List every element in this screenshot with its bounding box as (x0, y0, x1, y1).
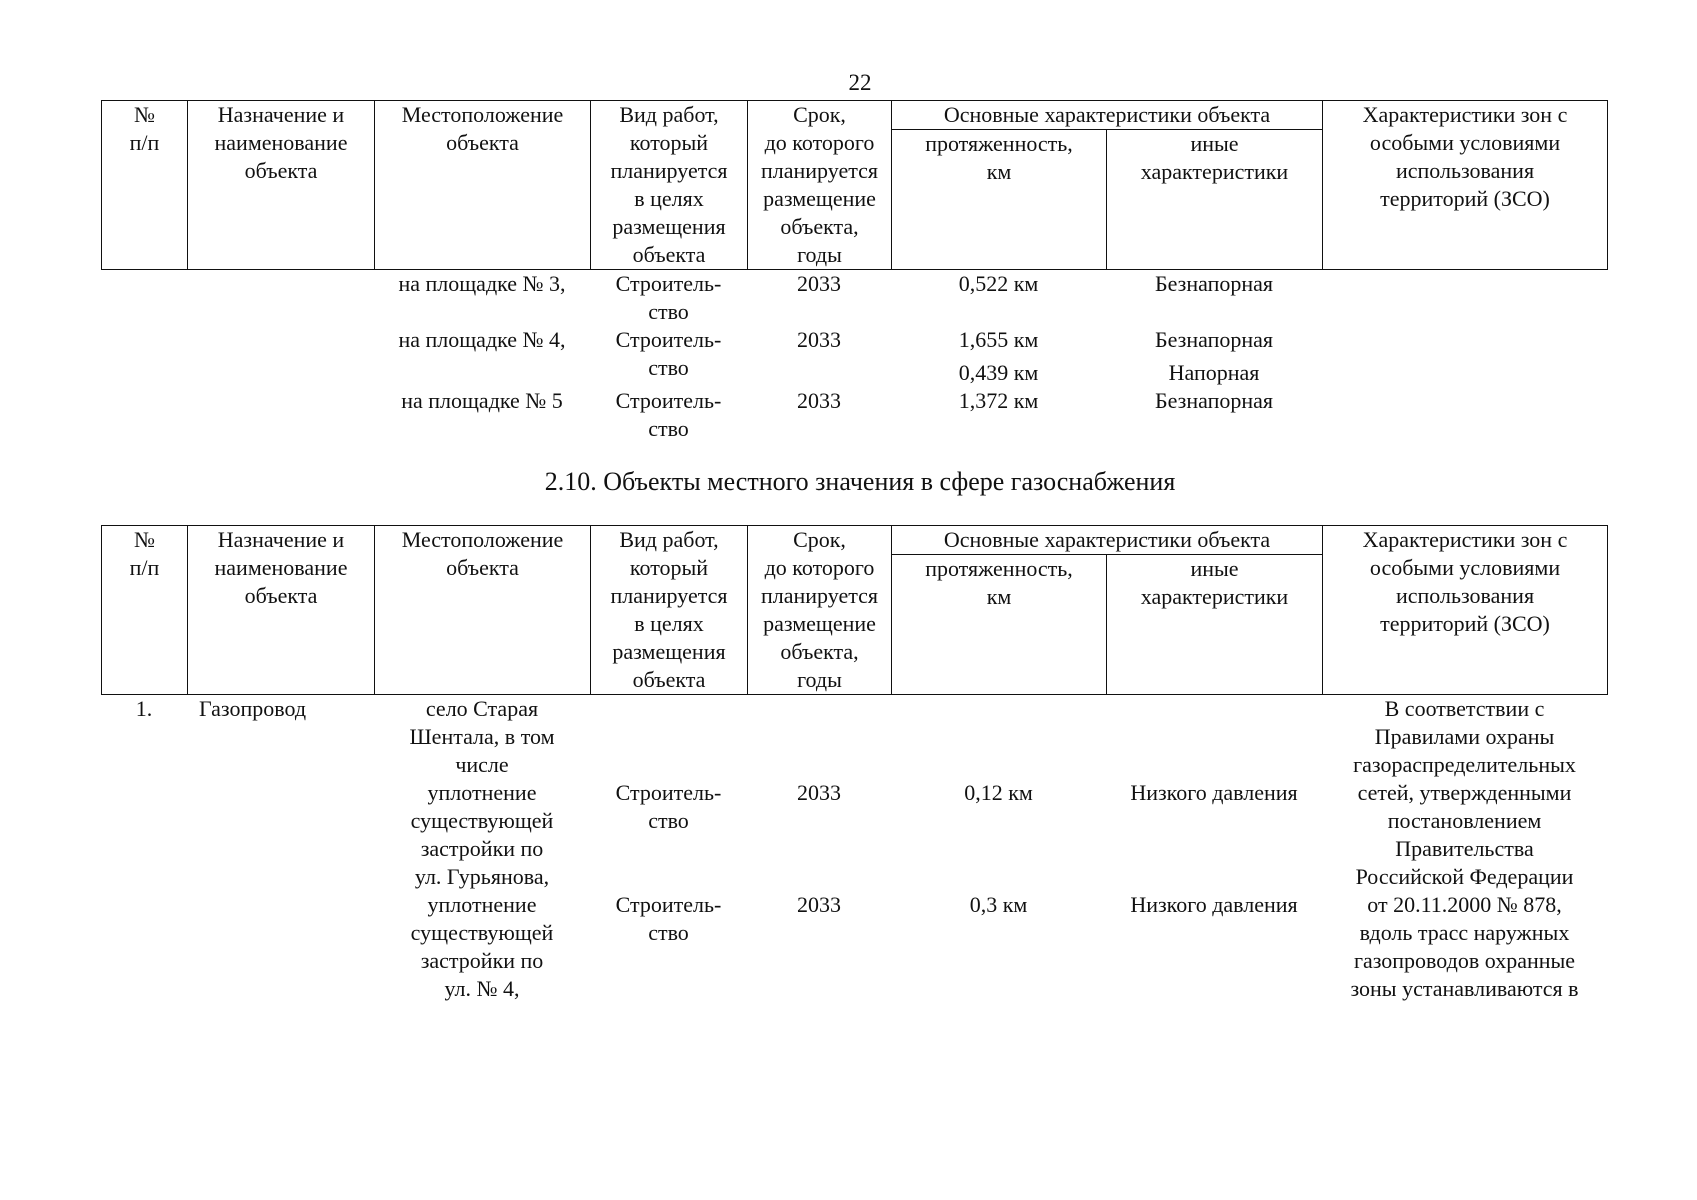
header-main-characteristics: Основные характеристики объекта (892, 101, 1323, 130)
header-length: протяженность, км (892, 130, 1107, 270)
work-cell: Строитель- ство Строитель- ство (615, 780, 722, 945)
header-work: Вид работ, который планируется в целях размещения объекта (591, 101, 748, 270)
work-cell: Строитель- ство (615, 271, 722, 324)
header-term: Срок, до которого планируется размещение объекта, годы (748, 526, 892, 695)
header-num: № п/п (102, 101, 188, 270)
header-name: Назначение и наименование объекта (188, 526, 375, 695)
other-cell: Низкого давления Низкого давления (1130, 780, 1298, 917)
term-cell: 2033 (797, 388, 841, 413)
other-cell: Безнапорная (1154, 271, 1274, 296)
header-name: Назначение и наименование объекта (188, 101, 375, 270)
location-cell: на площадке № 3, (398, 271, 566, 296)
location-cell: на площадке № 5 (401, 388, 563, 413)
object-name: Газопровод (199, 696, 307, 721)
table-row (101, 695, 1607, 1003)
work-cell: Строитель- ство (615, 327, 722, 380)
page-number: 22 (848, 70, 872, 95)
term-cell: 2033 (797, 327, 841, 352)
table1-body (101, 270, 1607, 443)
length-cell: 1,372 км (958, 388, 1039, 413)
header-other: иные характеристики (1107, 130, 1323, 270)
header-main-characteristics: Основные характеристики объекта (892, 526, 1323, 555)
other-cell: Безнапорная Напорная (1154, 327, 1274, 385)
term-cell: 2033 (797, 271, 841, 296)
zones-cell: В соответствии с Правилами охраны газораспределительных сетей, утвержденными постановлением Правительства Российской Федерации от 20.11.2000 № 878, вдоль трасс наружных газопроводов охранные зоны устанавливаются в (1350, 696, 1579, 1001)
other-cell: Безнапорная (1154, 388, 1274, 413)
header-term: Срок, до которого планируется размещение объекта, годы (748, 101, 892, 270)
header-work: Вид работ, который планируется в целях размещения объекта (591, 526, 748, 695)
table2-header (101, 525, 1608, 695)
length-cell: 0,12 км 0,3 км (964, 780, 1033, 917)
table-row (101, 270, 1607, 326)
location-cell: село Старая Шентала, в том числе уплотнение существующей застройки по ул. Гурьянова, уплотнение существующей застройки по ул. № 4, (409, 696, 555, 1001)
length-cell: 0,522 км (958, 271, 1039, 296)
header-num: № п/п (102, 526, 188, 695)
table-row (101, 387, 1607, 443)
header-zones: Характеристики зон с особыми условиями использования территорий (ЗСО) (1323, 101, 1608, 270)
header-zones: Характеристики зон с особыми условиями использования территорий (ЗСО) (1323, 526, 1608, 695)
row-number: 1. (135, 696, 153, 721)
location-cell: на площадке № 4, (398, 327, 566, 352)
table-row (101, 326, 1607, 387)
term-cell: 2033 2033 (797, 780, 841, 917)
header-location: Местоположение объекта (375, 101, 591, 270)
header-length: протяженность, км (892, 555, 1107, 695)
table2-body (101, 695, 1607, 1003)
header-other: иные характеристики (1107, 555, 1323, 695)
section-title: 2.10. Объекты местного значения в сфере газоснабжения (544, 467, 1176, 496)
work-cell: Строитель- ство (615, 388, 722, 441)
length-cell: 1,655 км 0,439 км (958, 327, 1039, 385)
header-location: Местоположение объекта (375, 526, 591, 695)
table1-header (101, 100, 1608, 270)
